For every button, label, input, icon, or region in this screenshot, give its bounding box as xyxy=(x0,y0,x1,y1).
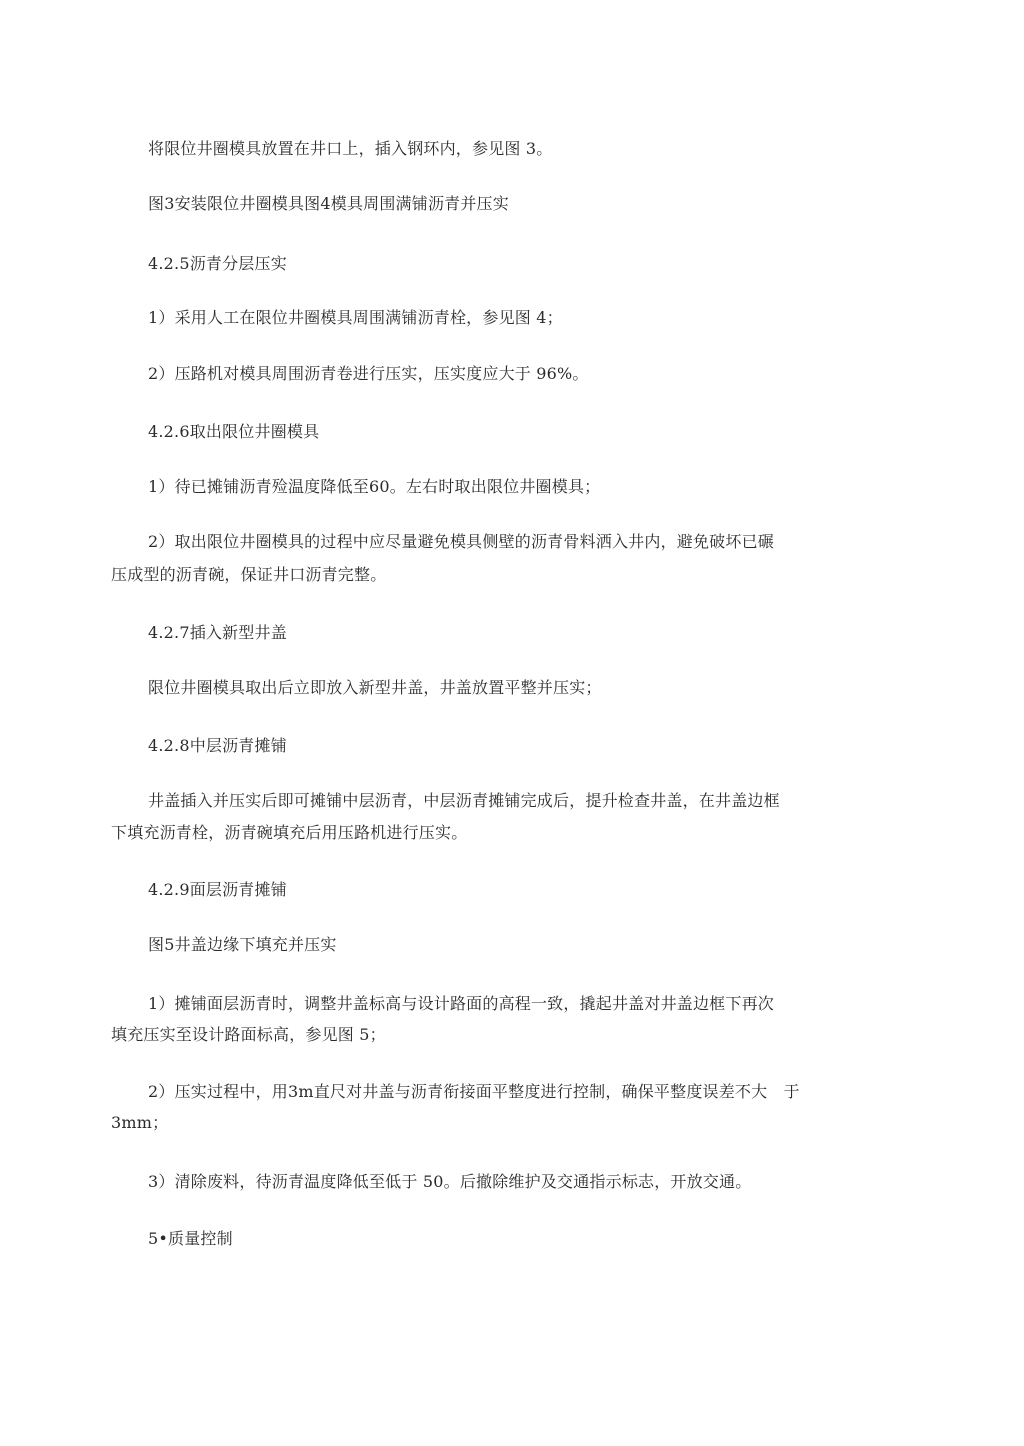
section-heading: 4.2.9面层沥青摊铺 xyxy=(148,880,287,899)
paragraph-line: 井盖插入并压实后即可摊铺中层沥青，中层沥青摊铺完成后，提升检查井盖，在井盖边框 xyxy=(148,791,780,810)
list-item: 1）采用人工在限位井圈模具周围满铺沥青栓，参见图 4； xyxy=(148,308,563,327)
section-heading: 4.2.5沥青分层压实 xyxy=(148,254,287,273)
list-item: 2）压实过程中，用3m直尺对井盖与沥青衔接面平整度进行控制，确保平整度误差不大 于 xyxy=(148,1082,800,1101)
list-item: 3）清除废料，待沥青温度降低至低于 50。后撤除维护及交通指示标志，开放交通。 xyxy=(148,1172,752,1191)
list-item: 1）摊铺面层沥青时，调整井盖标高与设计路面的高程一致，撬起井盖对井盖边框下再次 xyxy=(148,994,774,1013)
figure-caption: 图5井盖边缘下填充并压实 xyxy=(148,935,337,954)
list-item: 1）待已摊铺沥青殓温度降低至60。左右时取出限位井圈模具； xyxy=(148,477,601,496)
list-item: 2）压路机对模具周围沥青卷进行压实，压实度应大于 96%。 xyxy=(148,364,589,383)
paragraph-line-continuation: 下填充沥青栓，沥青碗填充后用压路机进行压实。 xyxy=(111,823,468,842)
section-heading: 5•质量控制 xyxy=(148,1229,233,1248)
list-item: 2）取出限位井圈模具的过程中应尽量避免模具侧壁的沥青骨料洒入井内，避免破坏已碾 xyxy=(148,532,774,551)
section-heading: 4.2.8中层沥青摊铺 xyxy=(148,736,287,755)
list-item-continuation: 3mm； xyxy=(111,1113,169,1132)
list-item-continuation: 填充压实至设计路面标高，参见图 5； xyxy=(111,1025,386,1044)
paragraph-line: 将限位井圈模具放置在井口上，插入钢环内，参见图 3。 xyxy=(148,139,553,158)
section-heading: 4.2.6取出限位井圈模具 xyxy=(148,422,320,441)
section-heading: 4.2.7插入新型井盖 xyxy=(148,623,287,642)
paragraph-line: 限位井圈模具取出后立即放入新型井盖，井盖放置平整并压实； xyxy=(148,678,602,697)
list-item-continuation: 压成型的沥青碗，保证井口沥青完整。 xyxy=(111,565,387,584)
figure-caption: 图3安装限位井圈模具图4模具周围满铺沥青并压实 xyxy=(148,194,509,213)
